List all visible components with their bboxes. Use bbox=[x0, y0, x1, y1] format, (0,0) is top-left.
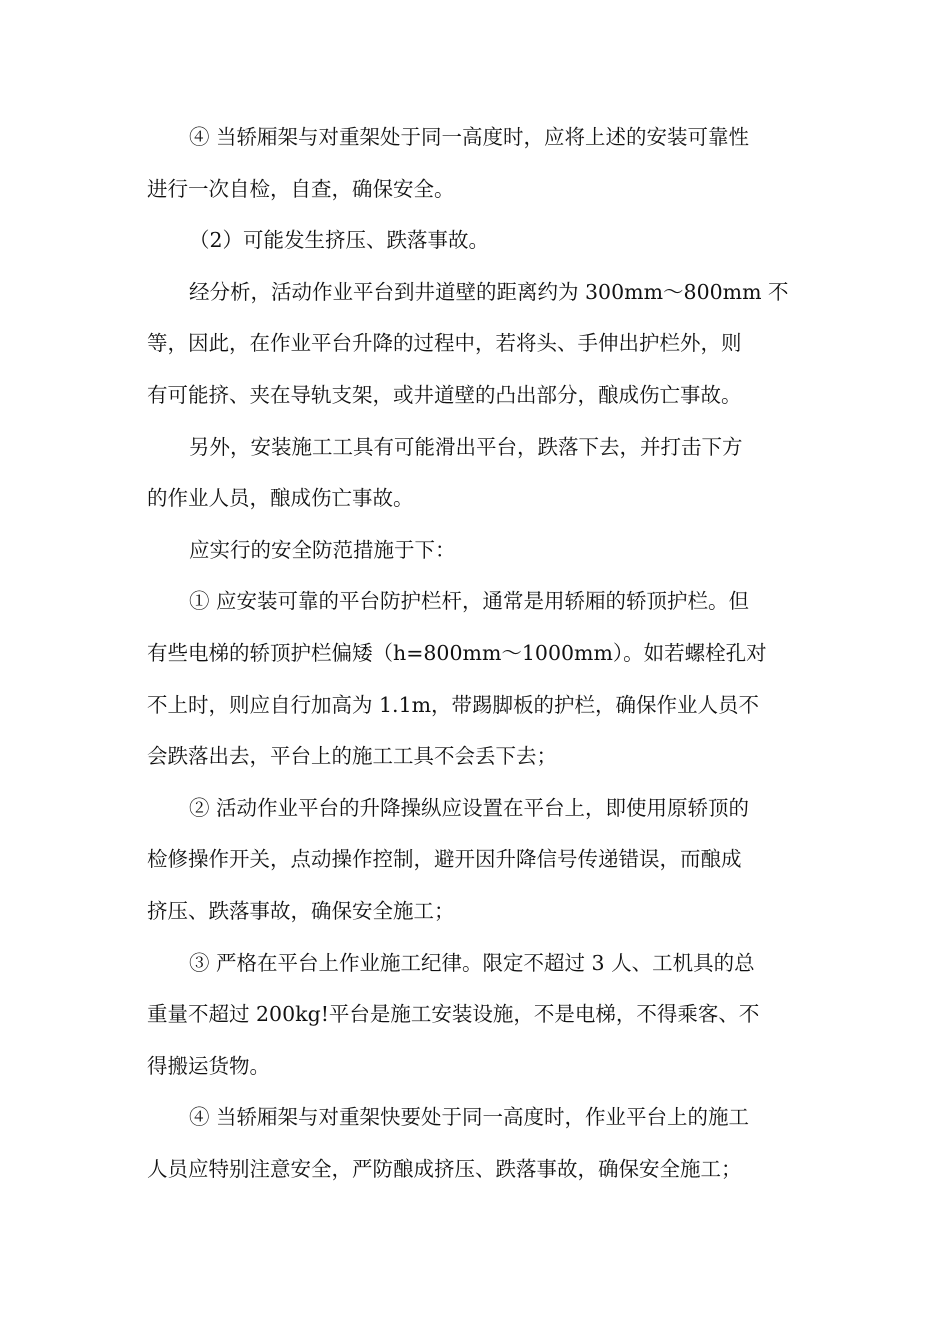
paragraph-line: 重量不超过 200kg!平台是施工安装设施，不是电梯，不得乘客、不 bbox=[147, 1002, 760, 1027]
paragraph-line: 挤压、跌落事故，确保安全施工； bbox=[147, 898, 455, 923]
section-heading: （2）可能发生挤压、跌落事故。 bbox=[189, 228, 490, 253]
paragraph-line: 有些电梯的轿顶护栏偏矮（h=800mm～1000mm）。如若螺栓孔对 bbox=[147, 640, 767, 665]
paragraph-line: 经分析，活动作业平台到井道壁的距离约为 300mm～800mm 不 bbox=[189, 279, 789, 304]
paragraph-line: ④ 当轿厢架与对重架快要处于同一高度时，作业平台上的施工 bbox=[189, 1105, 750, 1130]
paragraph-line: 进行一次自检，自查，确保安全。 bbox=[147, 176, 455, 201]
paragraph-line: 有可能挤、夹在导轨支架，或井道壁的凸出部分，酿成伤亡事故。 bbox=[147, 382, 742, 407]
paragraph-line: 应实行的安全防范措施于下： bbox=[189, 537, 456, 562]
paragraph-line: 的作业人员，酿成伤亡事故。 bbox=[147, 486, 414, 511]
paragraph-line: ② 活动作业平台的升降操纵应设置在平台上，即使用原轿顶的 bbox=[189, 795, 750, 820]
paragraph-line: 等，因此，在作业平台升降的过程中，若将头、手伸出护栏外，则 bbox=[147, 331, 742, 356]
paragraph-line: ③ 严格在平台上作业施工纪律。限定不超过 3 人、工机具的总 bbox=[189, 950, 755, 975]
body-text bbox=[147, 112, 807, 1195]
paragraph-line: 检修操作开关，点动操作控制，避开因升降信号传递错误，而酿成 bbox=[147, 847, 742, 872]
paragraph-line: ① 应安装可靠的平台防护栏杆，通常是用轿厢的轿顶护栏。但 bbox=[189, 589, 750, 614]
paragraph-line: 不上时，则应自行加高为 1.1m，带踢脚板的护栏，确保作业人员不 bbox=[147, 692, 760, 717]
paragraph-line: 会跌落出去，平台上的施工工具不会丢下去； bbox=[147, 744, 557, 769]
paragraph-line: ④ 当轿厢架与对重架处于同一高度时，应将上述的安装可靠性 bbox=[189, 125, 750, 149]
paragraph-line: 另外，安装施工工具有可能滑出平台，跌落下去，并打击下方 bbox=[189, 434, 743, 459]
paragraph-line: 人员应特别注意安全，严防酿成挤压、跌落事故，确保安全施工； bbox=[147, 1156, 742, 1181]
paragraph-line: 得搬运货物。 bbox=[147, 1053, 270, 1078]
